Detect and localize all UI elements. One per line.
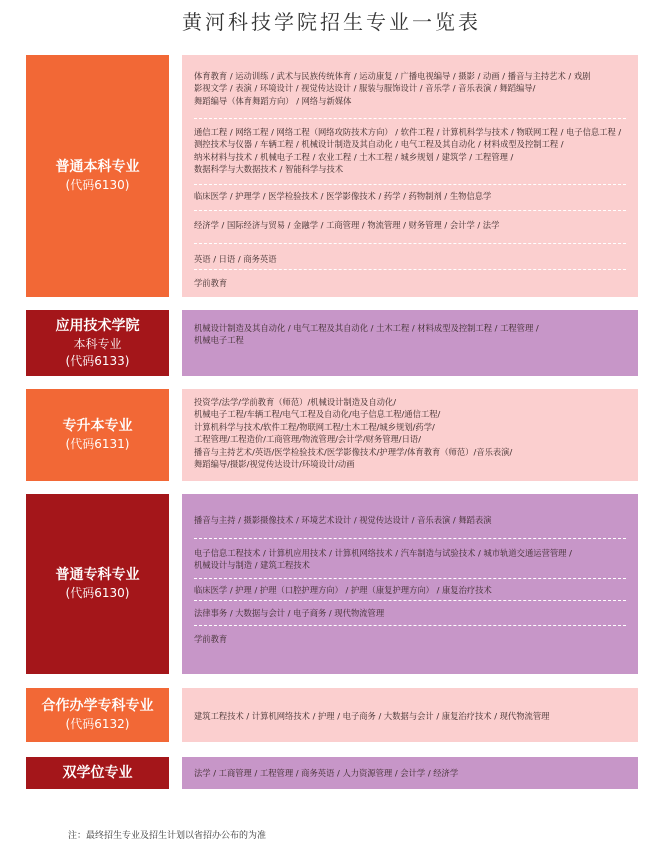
major-group: 英语 / 日语 / 商务英语 xyxy=(194,254,277,264)
panel-double-degree xyxy=(182,757,638,789)
section-name: 普通本科专业 xyxy=(55,159,140,175)
section-code: (代码6131) xyxy=(65,437,130,451)
divider xyxy=(194,118,626,119)
major-group: 通信工程 / 网络工程 / 网络工程（网络攻防技术方向） / 软件工程 / 计算机科学与技术 / 物联网工程 / 电子信息工程 / 测控技术与仪器 / 车辆工程 / 机械设计制造及其自动化 / 电气工程及其自动化 / 材料成型及控制工程 / 纳米材料与技术 / 机械电子工程 / 农业工程 / 土木工程 / 城乡规划 / 建筑学 / 工程管理 / 数据科学与大数据技术 / 智能科学与技术 xyxy=(194,127,622,175)
major-group: 建筑工程技术 / 计算机网络技术 / 护理 / 电子商务 / 大数据与会计 / 康复治疗技术 / 现代物流管理 xyxy=(194,711,550,721)
major-group: 体育教育 / 运动训练 / 武术与民族传统体育 / 运动康复 / 广播电视编导 / 摄影 / 动画 / 播音与主持艺术 / 戏剧 影视文学 / 表演 / 环境设计 / 视觉传达设计 / 服装与服饰设计 / 音乐学 / 音乐表演 / 舞蹈编导/ 舞蹈编导（体育舞蹈方向） / 网络与新媒体 xyxy=(194,71,591,106)
major-group: 投资学/法学/学前教育（师范）/机械设计制造及自动化/ 机械电子工程/车辆工程/电气工程及自动化/电子信息工程/通信工程/ 计算机科学与技术/软件工程/物联网工程/土木工程/城乡规划/药学/ 工程管理/工程造价/工商管理/物流管理/会计学/财务管理/日语/ 播音与主持艺术/英语/医学检验技术/医学影像技术/护理学/体育教育（师范）/音乐表演/ 舞蹈编导/摄影/视觉传达设计/环境设计/动画 xyxy=(194,397,513,470)
section-name: 应用技术学院 xyxy=(55,317,140,334)
footnote: 注：最终招生专业及招生计划以省招办公布的为准 xyxy=(68,831,267,841)
major-group: 法学 / 工商管理 / 工程管理 / 商务英语 / 人力资源管理 / 会计学 / 经济学 xyxy=(194,768,459,778)
panel-regular-college xyxy=(182,494,638,674)
panel-applied-tech-college xyxy=(182,310,638,376)
divider xyxy=(194,578,626,579)
major-group: 临床医学 / 护理学 / 医学检验技术 / 医学影像技术 / 药学 / 药物制剂 / 生物信息学 xyxy=(194,191,492,201)
label-cooperative-college xyxy=(26,688,169,742)
major-group: 电子信息工程技术 / 计算机应用技术 / 计算机网络技术 / 汽车制造与试验技术 / 城市轨道交通运营管理 / 机械设计与制造 / 建筑工程技术 xyxy=(194,548,572,571)
section-name: 普通专科专业 xyxy=(55,567,140,583)
section-code: (代码6130) xyxy=(65,586,130,600)
major-group: 学前教育 xyxy=(194,278,228,288)
divider xyxy=(194,184,626,185)
section-code: (代码6130) xyxy=(65,178,130,192)
section-name: 合作办学专科专业 xyxy=(41,698,154,714)
divider xyxy=(194,269,626,270)
section-code-line1: 本科专业 xyxy=(73,336,122,351)
page-title: 黄河科技学院招生专业一览表 xyxy=(182,10,481,34)
section-code: (代码6132) xyxy=(65,717,130,731)
label-regular-undergrad xyxy=(26,55,169,297)
panel-upgrade-bachelor xyxy=(182,389,638,481)
divider xyxy=(194,625,626,626)
major-group: 机械设计制造及其自动化 / 电气工程及其自动化 / 土木工程 / 材料成型及控制工程 / 工程管理 / 机械电子工程 xyxy=(194,323,539,346)
section-name: 双学位专业 xyxy=(62,764,133,781)
major-group: 经济学 / 国际经济与贸易 / 金融学 / 工商管理 / 物流管理 / 财务管理 / 会计学 / 法学 xyxy=(194,220,500,230)
label-applied-tech-college xyxy=(26,310,169,376)
label-double-degree xyxy=(26,757,169,789)
panel-cooperative-college xyxy=(182,688,638,742)
panel-regular-undergrad xyxy=(182,55,638,297)
divider xyxy=(194,243,626,244)
major-group: 学前教育 xyxy=(194,634,228,644)
section-name: 专升本专业 xyxy=(62,418,133,434)
divider xyxy=(194,210,626,211)
major-group: 播音与主持 / 摄影摄像技术 / 环境艺术设计 / 视觉传达设计 / 音乐表演 / 舞蹈表演 xyxy=(194,515,492,525)
divider xyxy=(194,538,626,539)
label-regular-college xyxy=(26,494,169,674)
label-upgrade-bachelor xyxy=(26,389,169,481)
divider xyxy=(194,600,626,601)
major-group: 法律事务 / 大数据与会计 / 电子商务 / 现代物流管理 xyxy=(194,608,385,618)
major-group: 临床医学 / 护理 / 护理（口腔护理方向） / 护理（康复护理方向） / 康复治疗技术 xyxy=(194,585,492,595)
section-code: (代码6133) xyxy=(65,353,130,368)
